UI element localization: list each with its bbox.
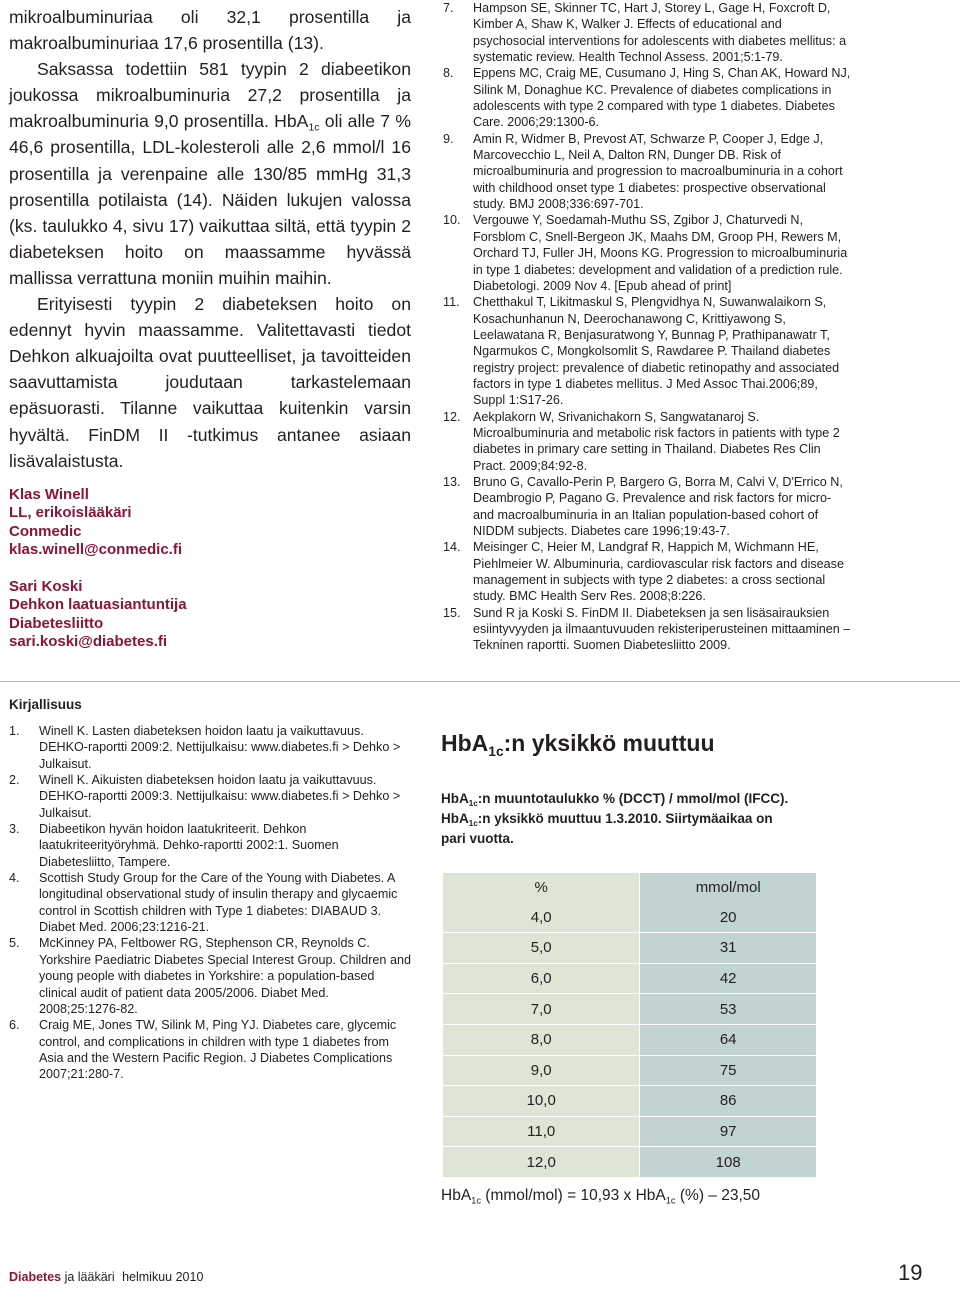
reference-list [443, 0, 853, 654]
reference-text: Meisinger C, Heier M, Landgraf R, Happich M, Wichmann HE, Piehlmeier W. Albuminuria, cardiovascular risk factors and disease management in subjects with type 2 diabetes: a cross sectional study. BMC Health Serv Res. 2008;8:226. [473, 540, 844, 604]
reference-number: 2. [9, 773, 20, 788]
conversion-formula: HbA$_{1c}$ (mmol/mol) = 10,93 x HbA$_{1c}$ (%) – 23,50 [441, 1187, 761, 1206]
reference-text: Winell K. Lasten diabeteksen hoidon laatu ja vaikuttavuus. DEHKO-raportti 2009:2. Nettijulkaisu: www.diabetes.fi > Dehko > Julkaisut. [39, 724, 401, 771]
reference-item [9, 723, 413, 772]
mmol-cell: 64 [640, 1024, 816, 1055]
reference-number: 15. [443, 605, 461, 620]
reference-item [443, 0, 853, 65]
reference-list [9, 723, 413, 1083]
reference-item [443, 294, 853, 408]
article-paragraph: Saksassa todettiin 581 tyypin 2 diabeetikon joukossa mikroalbuminuria 27,2 prosentilla ja makroalbuminuria 9,0 prosentilla. HbA$_{1c}$ oli alle 7 % 46,6 prosentilla, LDL-kolesteroli alle 2,6 mmol/l 16 prosentilla ja verenpaine alle 130/85 mmHg 31,3 prosentilla potilaista (14). Näiden lukujen valossa (ks. taulukko 4, sivu 17) vaikuttaa siltä, että tyypin 2 diabeteksen hoito on maassamme hyvässä mallissa verrattuna moniin muihin maihin. [9, 59, 411, 288]
reference-text: McKinney PA, Feltbower RG, Stephenson CR, Reynolds C. Yorkshire Paediatric Diabetes Special Interest Group. Children and young people with diabetes in Yorkshire: a population-based clinical audit of patient data 2005/2006. Diabet Med. 2008;25:1276-82. [39, 936, 411, 1016]
article-paragraph: mikroalbuminuriaa oli 32,1 prosentilla ja makroalbuminuriaa 17,6 prosentilla (13). [9, 7, 411, 54]
percent-cell: 9,0 [443, 1055, 640, 1086]
author-name: Sari Koski [9, 578, 83, 595]
references-heading: Kirjallisuus [9, 697, 82, 712]
table-body [443, 903, 816, 1177]
description-line: HbA$_{1c}$:n yksikkö muuttuu 1.3.2010. Siirtymäaikaa on [441, 811, 773, 828]
hba1c-conversion-table [443, 873, 816, 1177]
reference-text: Diabeetikon hyvän hoidon laatukriteerit. Dehkon laatukriteerityöryhmä. Dehko-raportti 2002:1. Suomen Diabetesliitto, Tampere. [39, 822, 339, 869]
reference-text: Scottish Study Group for the Care of the Young with Diabetes. A longitudinal observational study of insulin therapy and glycaemic control in Scottish children with Type 1 diabetes: DIABAUD 3. Diabet Med. 2006;23:1216-21. [39, 871, 398, 935]
mmol-cell: 20 [640, 903, 816, 933]
author-winell [9, 486, 411, 559]
table-row [443, 933, 816, 964]
issue-date: helmikuu 2010 [122, 1270, 204, 1284]
reference-text: Chetthakul T, Likitmaskul S, Plengvidhya N, Suwanwalaikorn S, Kosachunhanun N, Deerochanawong C, Krittiyawong S, Leelawatana R, Benjasuratwong Y, Bunnag P, Prathipanawatr T, Ngarmukos C, Mongkolsomlit S, Rawdaree P. Thailand diabetes registry project: prevalence of diabetic retinopathy and associated factors in type 1 diabetes mellitus. J Med Assoc Thai.2006;89, Suppl 1:S17-26. [473, 295, 840, 408]
reference-text: Craig ME, Jones TW, Silink M, Ping YJ. Diabetes care, glycemic control, and complications in children with type 1 diabetes from Asia and the Western Pacific Region. J Diabetes Complications 2007;21:280-7. [39, 1018, 397, 1082]
table-row [443, 1086, 816, 1117]
percent-cell: 6,0 [443, 963, 640, 994]
reference-text: Eppens MC, Craig ME, Cusumano J, Hing S, Chan AK, Howard NJ, Silink M, Donaghue KC. Prevalence of diabetes complications in adolescents with type 2 compared with type 1 diabetes. Diabetes Care. 2006;29:1300-6. [473, 66, 851, 130]
percent-cell: 7,0 [443, 994, 640, 1025]
reference-item [9, 870, 413, 935]
reference-text: Sund R ja Koski S. FinDM II. Diabeteksen ja sen lisäsairauksien esiintyvyyden ja ilmaantuvuuden rekisteriperusteinen mittaaminen – Tekninen raportti. Suomen Diabetesliitto 2009. [473, 605, 851, 653]
description-line: pari vuotta. [441, 831, 514, 846]
reference-item [443, 212, 853, 294]
mmol-cell: 31 [640, 933, 816, 964]
percent-cell: 10,0 [443, 1086, 640, 1117]
author-email[interactable]: sari.koski@diabetes.fi [9, 632, 168, 650]
table-row [443, 1116, 816, 1147]
reference-number: 10. [443, 213, 461, 228]
reference-number: 14. [443, 540, 461, 555]
reference-text: Aekplakorn W, Srivanichakorn S, Sangwatanaroj S. Microalbuminuria and metabolic risk factors in patients with type 2 diabetes in primary care setting in Thailand. Diabetes Res Clin Pract. 2009;84:92-8. [473, 409, 840, 473]
table-row [443, 1055, 816, 1086]
reference-number: 6. [9, 1018, 20, 1033]
reference-number: 4. [9, 871, 20, 886]
mmol-cell: 86 [640, 1086, 816, 1117]
table-row [443, 963, 816, 994]
author-name: Klas Winell [9, 486, 89, 503]
magazine-name-suffix: ja lääkäri [61, 1270, 115, 1284]
references-left-column [9, 723, 413, 1083]
reference-item [443, 65, 853, 130]
reference-item [443, 605, 853, 654]
reference-item [9, 935, 413, 1017]
reference-number: 9. [443, 131, 454, 146]
mmol-cell: 42 [640, 963, 816, 994]
references-right-column [443, 0, 853, 654]
reference-number: 5. [9, 936, 20, 951]
article-paragraph: Erityisesti tyypin 2 diabeteksen hoito on edennyt hyvin maassamme. Valitettavasti tiedot Dehkon alkuajoilta ovat puutteelliset, ja tavoitteiden saavuttamista joudutaan tarkastelemaan epäsuorasti. Tilanne vaikuttaa kuitenkin varsin hyvältä. FinDM II -tutkimus antanee asiaan lisävalaistusta. [9, 294, 411, 471]
table-header-row [443, 873, 816, 903]
reference-item [443, 474, 853, 539]
column-header-mmol: mmol/mol [640, 873, 816, 903]
percent-cell: 5,0 [443, 933, 640, 964]
reference-text: Winell K. Aikuisten diabeteksen hoidon laatu ja vaikuttavuus. DEHKO-raportti 2009:3. Nettijulkaisu: www.diabetes.fi > Dehko > Julkaisut. [39, 773, 401, 820]
magazine-name: Diabetes [9, 1270, 62, 1284]
author-email[interactable]: klas.winell@conmedic.fi [9, 540, 183, 558]
reference-text: Amin R, Widmer B, Prevost AT, Schwarze P, Cooper J, Edge J, Marcovecchio L, Neil A, Dalton RN, Dunger DB. Risk of microalbuminuria and progression to macroalbuminuria in a cohort with childhood onset type 1 diabetes: prospective observational study. BMJ 2008;336:697-701. [473, 131, 843, 212]
reference-item [443, 131, 853, 213]
percent-cell: 4,0 [443, 903, 640, 933]
reference-number: 12. [443, 409, 461, 424]
reference-item [9, 772, 413, 821]
reference-item [9, 821, 413, 870]
section-divider [0, 681, 960, 682]
reference-number: 11. [443, 295, 460, 310]
reference-item [9, 1017, 413, 1082]
author-organization: Conmedic [9, 522, 82, 540]
page-number: 19 [898, 1260, 923, 1285]
reference-item [443, 539, 853, 604]
reference-number: 7. [443, 1, 454, 15]
author-koski [9, 578, 411, 651]
mmol-cell: 53 [640, 994, 816, 1025]
percent-cell: 12,0 [443, 1147, 640, 1177]
mmol-cell: 75 [640, 1055, 816, 1086]
reference-number: 8. [443, 66, 454, 81]
author-title: LL, erikoislääkäri [9, 504, 132, 522]
table-row [443, 903, 816, 933]
page-footer [9, 1270, 203, 1284]
table-row [443, 1024, 816, 1055]
reference-text: Vergouwe Y, Soedamah-Muthu SS, Zgibor J, Chaturvedi N, Forsblom C, Snell-Bergeon JK, Maahs DM, Groop PH, Rewers M, Orchard TJ, Fuller JH, Moons KG. Progression to microalbuminuria in type 1 diabetes: development and validation of a prediction rule. Diabetologi. 2009 Nov 4. [Epub ahead of print] [473, 213, 848, 293]
reference-number: 1. [9, 724, 20, 738]
percent-cell: 8,0 [443, 1024, 640, 1055]
percent-cell: 11,0 [443, 1116, 640, 1147]
description-line: HbA$_{1c}$:n muuntotaulukko % (DCCT) / mmol/mol (IFCC). [441, 791, 789, 808]
mmol-cell: 97 [640, 1116, 816, 1147]
table-row [443, 994, 816, 1025]
reference-number: 3. [9, 822, 20, 837]
reference-text: Hampson SE, Skinner TC, Hart J, Storey L, Gage H, Foxcroft D, Kimber A, Shaw K, Walker J. Effects of educational and psychosocial interventions for adolescents with diabetes mellitus: a systematic review. Health Technol Assess. 2001;5:1-79. [473, 1, 847, 65]
reference-number: 13. [443, 474, 461, 489]
hba1c-box-title: HbA$_{1c}$:n yksikkö muuttuu [441, 730, 715, 759]
hba1c-box-description [441, 789, 841, 849]
reference-text: Bruno G, Cavallo-Perin P, Bargero G, Borra M, Calvi V, D'Errico N, Deambrogio P, Pagano G. Prevalence and risk factors for micro- and macroalbuminuria in an Italian population-based cohort of NIDDM subjects. Diabetes care 1996;19:43-7. [473, 474, 843, 538]
mmol-cell: 108 [640, 1147, 816, 1177]
author-title: Dehkon laatuasiantuntija [9, 596, 187, 614]
table-row [443, 1147, 816, 1177]
reference-item [443, 409, 853, 474]
column-header-percent: % [443, 873, 640, 903]
article-body [9, 4, 411, 474]
author-organization: Diabetesliitto [9, 614, 104, 632]
